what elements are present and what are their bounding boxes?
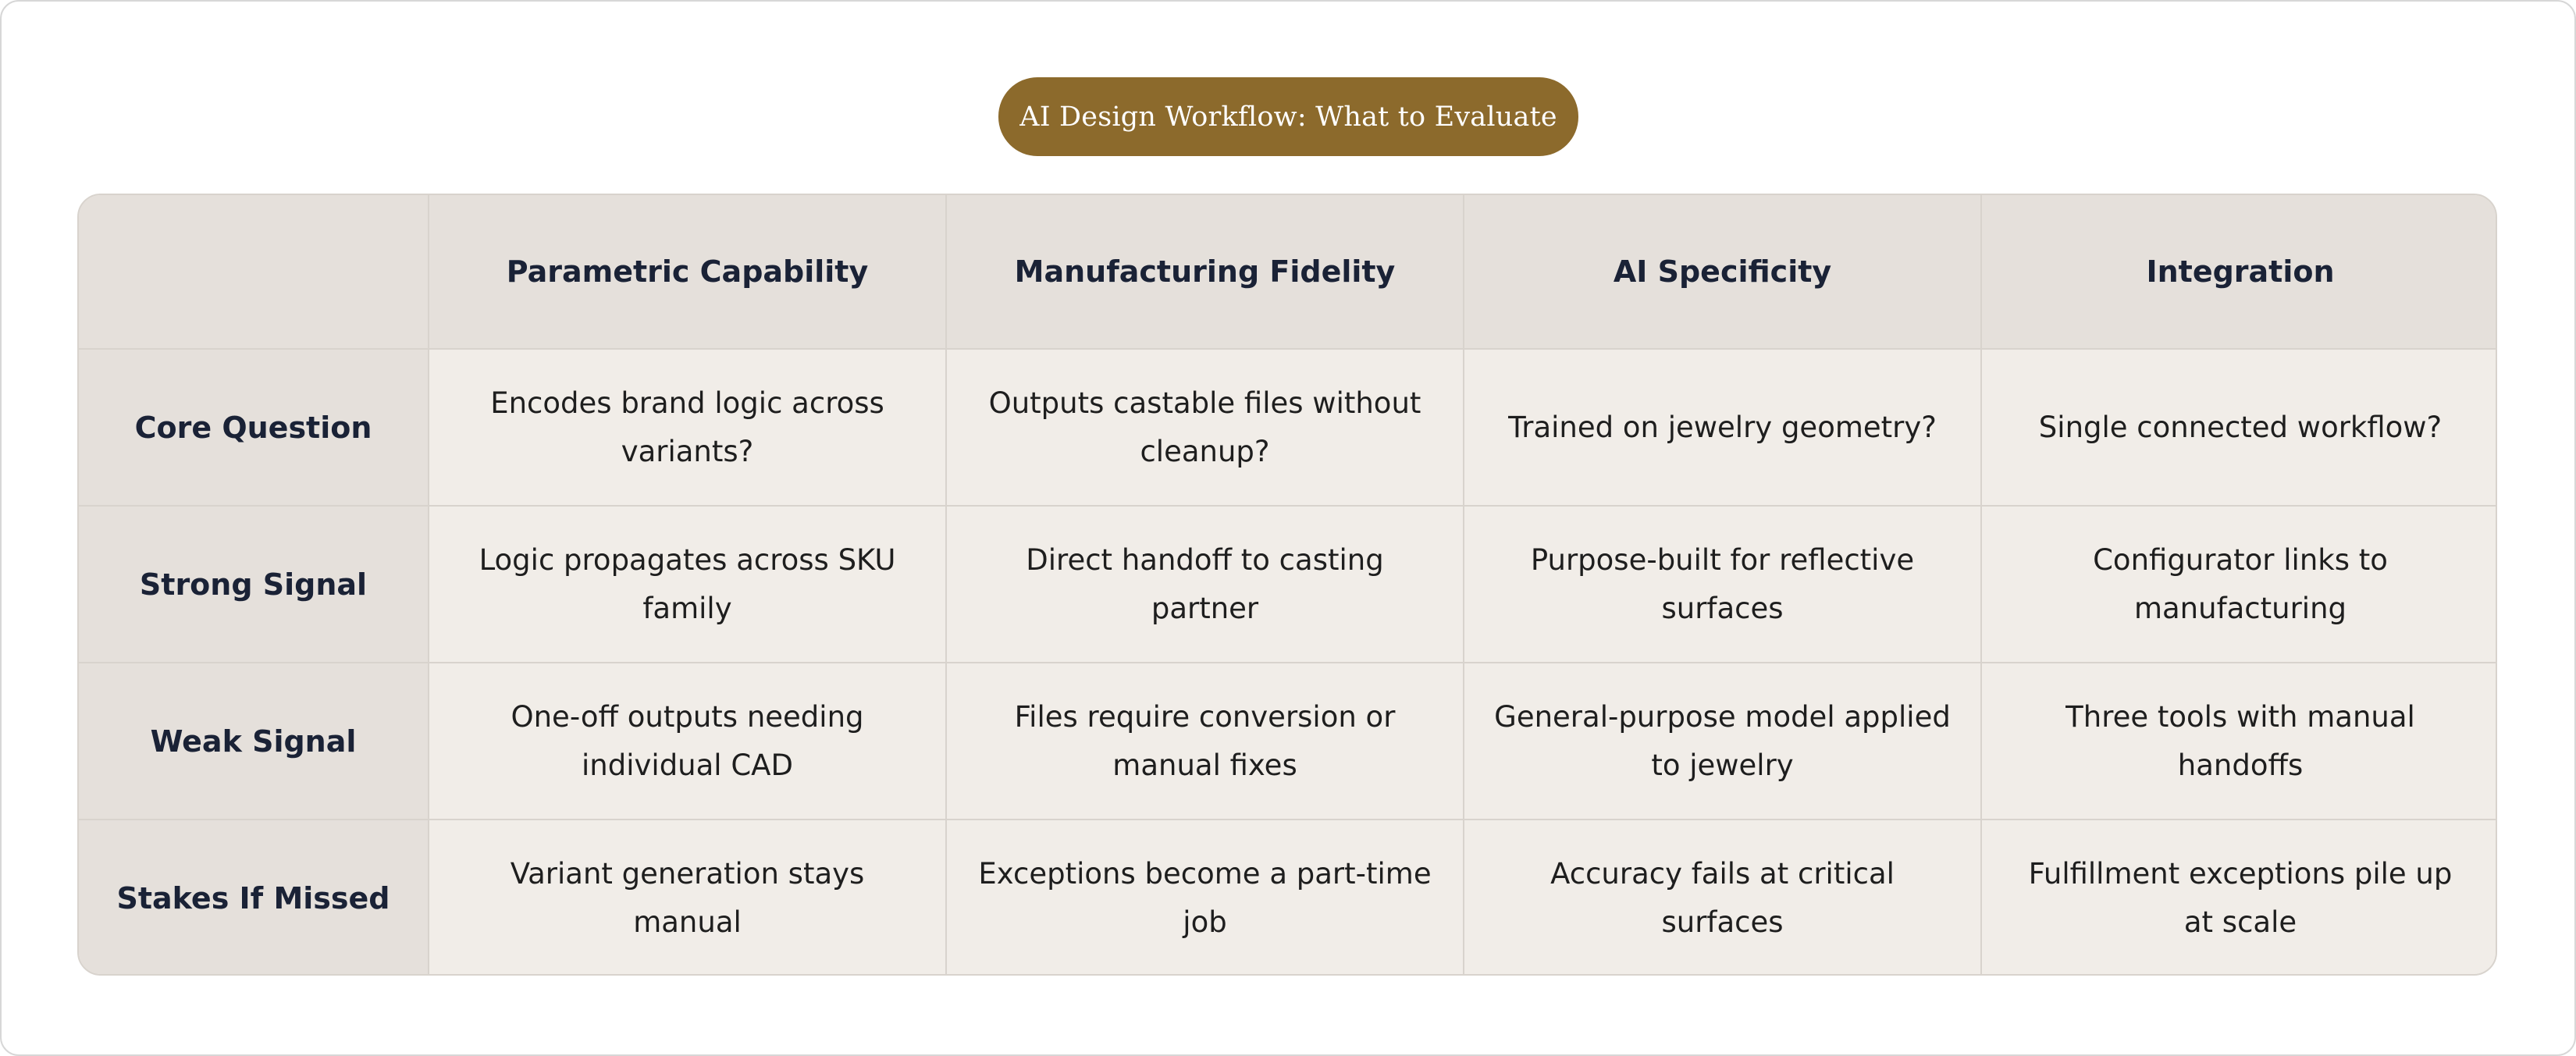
table-cell: Fulfillment exceptions pile up at scale [1981,820,2497,976]
table-row-strong-signal [79,506,2497,663]
header-row [79,195,2497,349]
column-header-integration: Integration [1981,195,2497,349]
column-header-parametric-capability: Parametric Capability [429,195,946,349]
column-header-manufacturing-fidelity: Manufacturing Fidelity [946,195,1464,349]
table-cell: Logic propagates across SKU family [429,506,946,663]
row-header-strong-signal: Strong Signal [79,506,429,663]
table-cell: Files require conversion or manual fixes [946,663,1464,820]
table-cell: Configurator links to manufacturing [1981,506,2497,663]
column-header-ai-specificity: AI Specificity [1464,195,1981,349]
corner-cell [79,195,429,349]
row-header-core-question: Core Question [79,349,429,506]
title-badge: AI Design Workflow: What to Evaluate [998,77,1578,156]
table-cell: Single connected workflow? [1981,349,2497,506]
table-cell: One-off outputs needing individual CAD [429,663,946,820]
table-cell: Trained on jewelry geometry? [1464,349,1981,506]
evaluation-table [79,195,2497,976]
table-cell: Direct handoff to casting partner [946,506,1464,663]
row-header-weak-signal: Weak Signal [79,663,429,820]
table-row-stakes-if-missed [79,820,2497,976]
row-header-stakes-if-missed: Stakes If Missed [79,820,429,976]
table-cell: Three tools with manual handoffs [1981,663,2497,820]
table-cell: Variant generation stays manual [429,820,946,976]
table-row-core-question [79,349,2497,506]
table-cell: Exceptions become a part-time job [946,820,1464,976]
evaluation-matrix [77,194,2497,976]
table-cell: Accuracy fails at critical surfaces [1464,820,1981,976]
table-cell: Purpose-built for reflective surfaces [1464,506,1981,663]
table-cell: General-purpose model applied to jewelry [1464,663,1981,820]
table-cell: Outputs castable files without cleanup? [946,349,1464,506]
table-row-weak-signal [79,663,2497,820]
table-cell: Encodes brand logic across variants? [429,349,946,506]
